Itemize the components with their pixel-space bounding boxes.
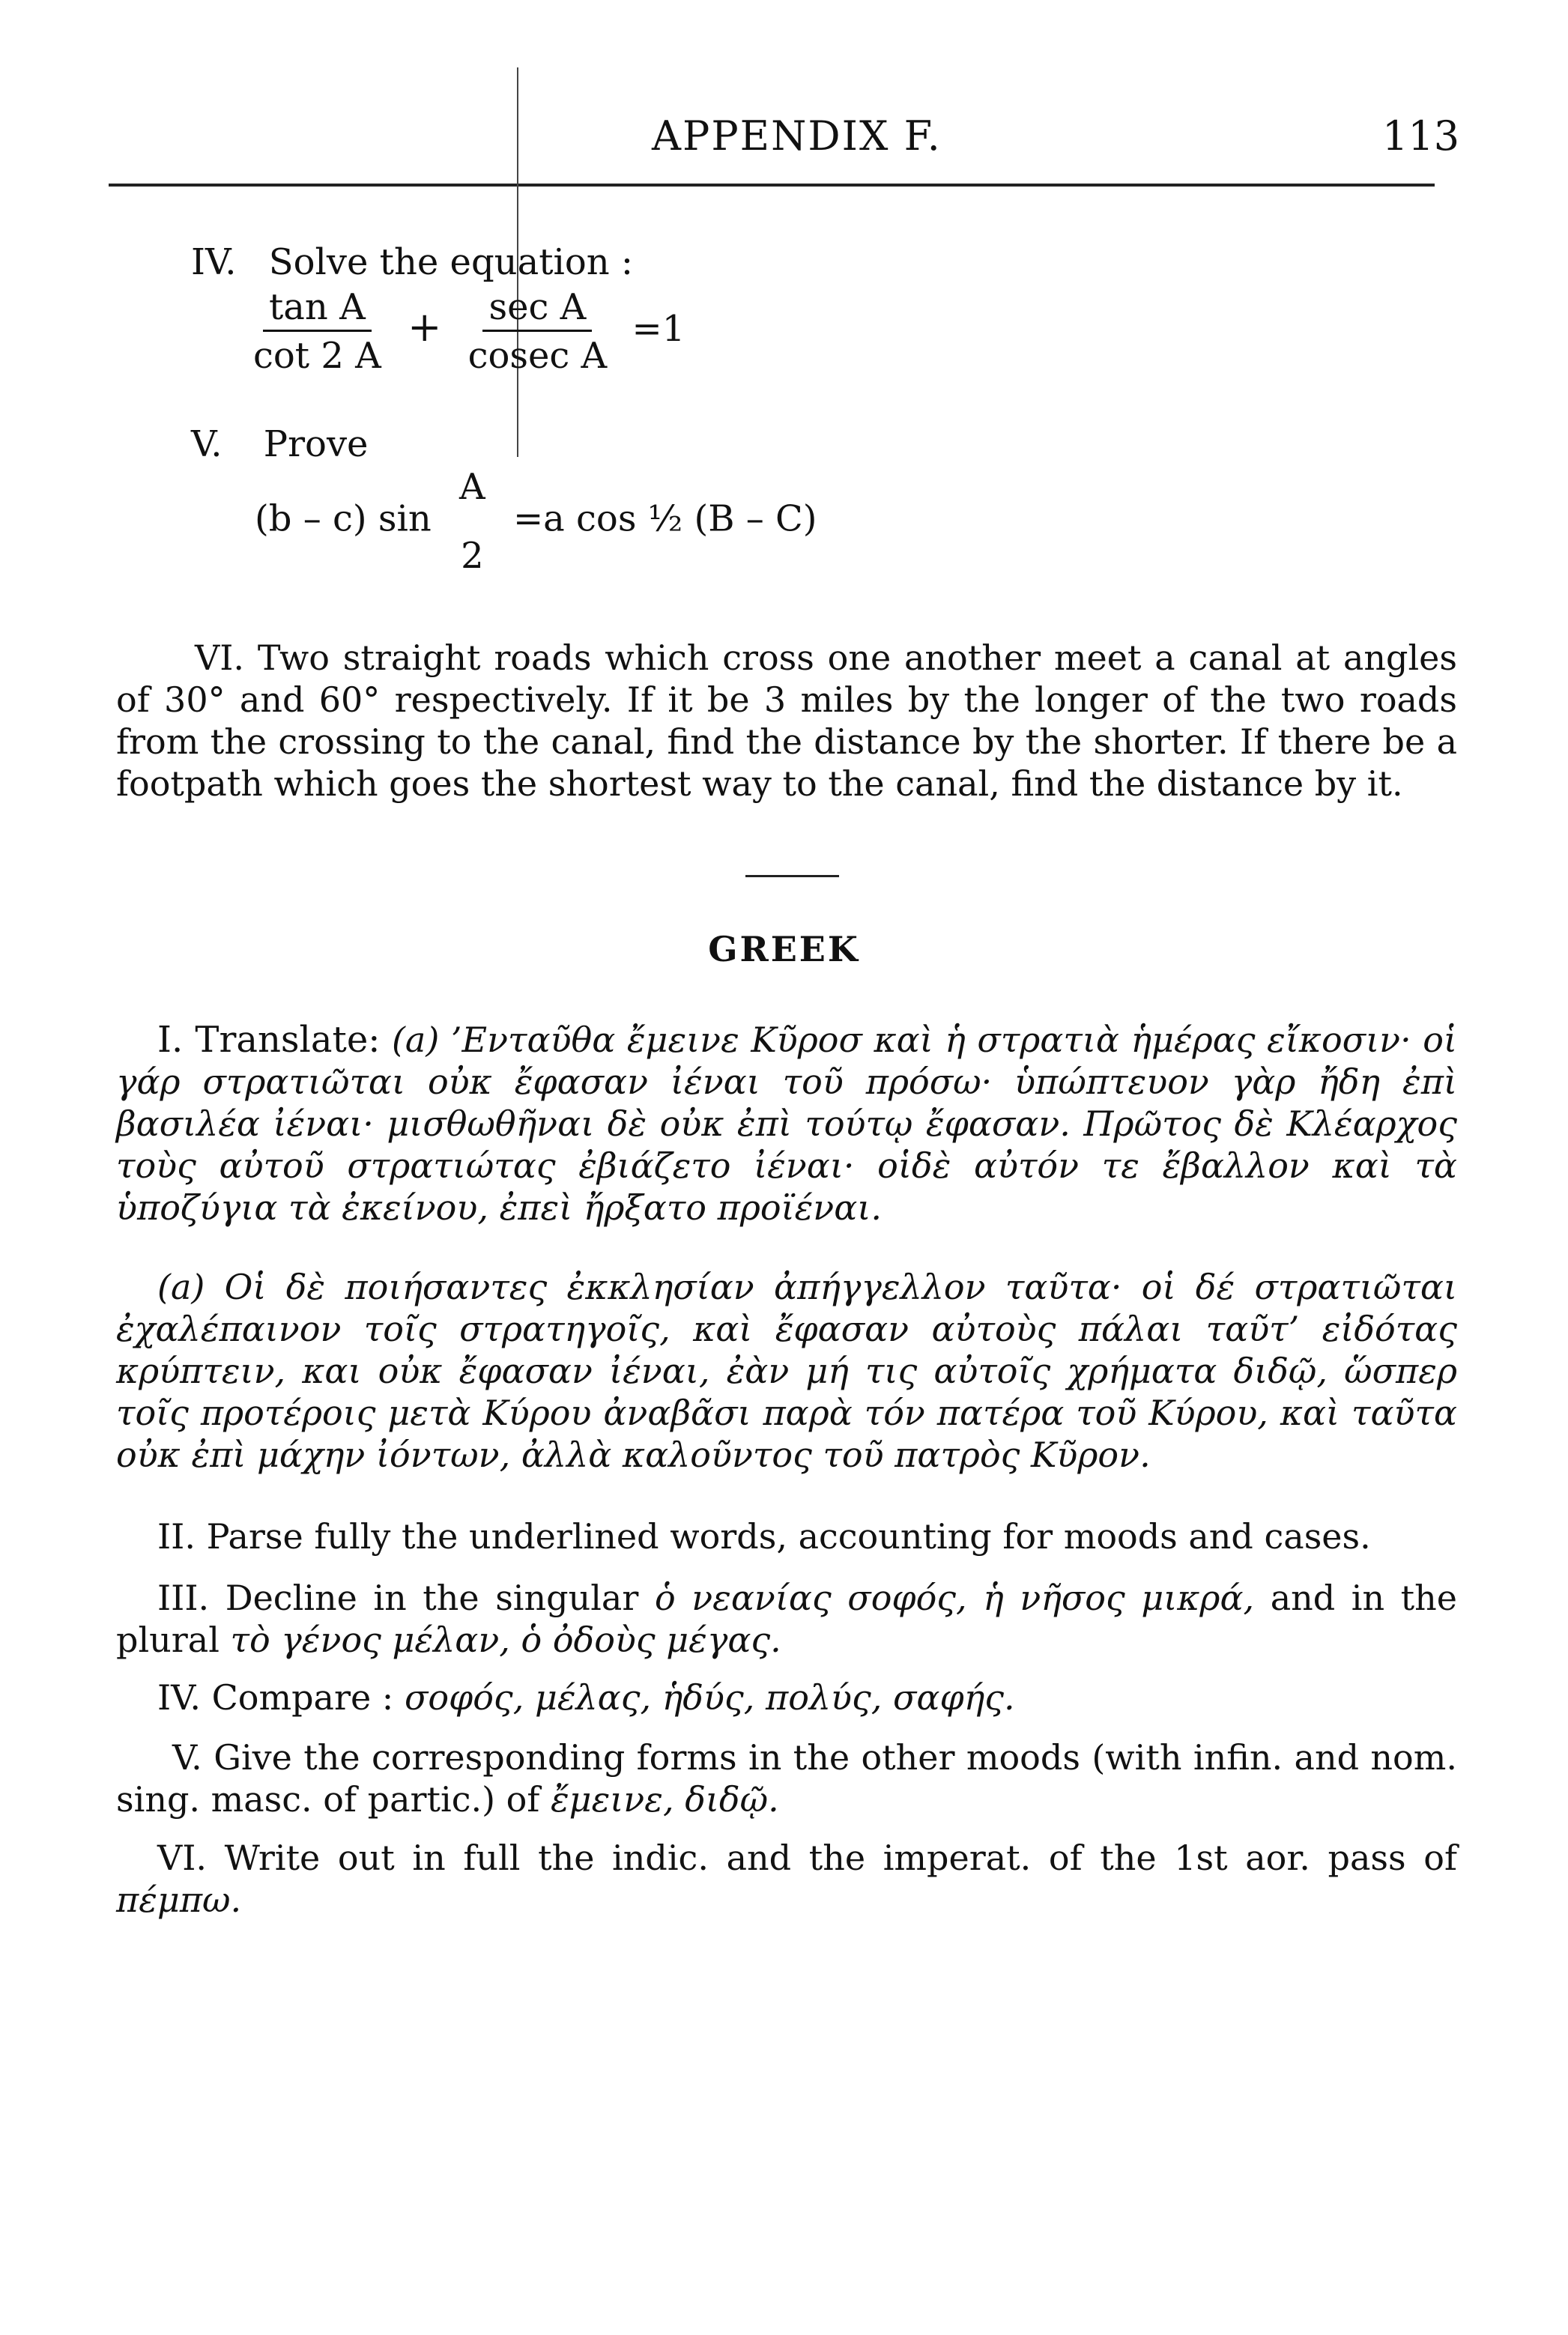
question-5-label: V. — [191, 423, 223, 465]
header-rule — [109, 184, 1435, 187]
greek-paragraph-2-marker: (a) — [157, 1267, 205, 1307]
greek-question-5-text: V. Give the corresponding forms in the other moods (with infin. and nom. sing. masc. of partic.) of — [116, 1737, 1457, 1820]
equation-rhs: =a cos ½ (B – C) — [512, 497, 817, 540]
greek-question-5-words: ἔμεινε, διδῷ. — [551, 1779, 779, 1820]
greek-paragraph-1-marker: (a) — [391, 1020, 440, 1060]
section-divider — [745, 875, 839, 877]
greek-question-5 — [116, 1736, 1457, 1820]
fraction-tan — [247, 286, 387, 377]
fraction-denominator: cot 2 A — [253, 335, 381, 377]
greek-question-4-text: IV. Compare : — [157, 1677, 394, 1718]
greek-question-4 — [116, 1677, 1457, 1718]
fraction-numerator: A — [459, 466, 485, 508]
greek-question-6-word: πέμπω. — [116, 1880, 242, 1920]
question-5-line — [191, 423, 368, 465]
greek-question-6 — [116, 1837, 1457, 1921]
greek-question-3-words-2: τὸ γένος μέλαν, ὁ ὀδοὺς μέγας. — [230, 1620, 781, 1660]
greek-question-6-text: VI. Write out in full the indic. and the imperat. of the 1st aor. pass of — [157, 1838, 1457, 1878]
equation-5 — [255, 466, 817, 577]
greek-passage-2: Οἱ δὲ ποιήσαντες ἐκκλησίαν ἀπήγγελλον ταῦτα· οἱ δέ στρατιῶται ἐχαλέπαινον τοῖς στρατηγοῖς, καὶ ἔφασαν αὐτοὺς πάλαι ταῦτ’ εἰδότας κρύπτειν, και οὐκ ἔφασαν ἰέναι, ἐὰν μή τις αὐτοῖς χρήματα διδῷ, ὥσπερ τοῖς προτέροις μετὰ Κύρου ἀναβᾶσι παρὰ τόν πατέρα τοῦ Κύρου, καὶ ταῦτα οὐκ ἐπὶ μάχην ἰόντων, ἀλλὰ καλοῦντος τοῦ πατρὸς Κῦρον. — [116, 1267, 1457, 1475]
equation-rhs: =1 — [632, 308, 685, 350]
greek-passage-1: ’Ενταῦθα ἔμεινε Κῦροσ καὶ ἡ στρατιὰ ἡμέρας εἴκοσιν· οἱ γάρ στρατιῶται οὐκ ἔφασαν ἰέναι τοῦ πρόσω· ὑπώπτευον γὰρ ἤδη ἐπὶ βασιλέα ἰέναι· μισθωθῆναι δὲ οὐκ ἐπὶ τούτῳ ἔφασαν. Πρῶτος δὲ Κλέαρχος τοὺς αὐτοῦ στρατιώτας ἐβιάζετο ἰέναι· οἱδὲ αὐτόν τε ἔβαλλον καὶ τὰ ὑποζύγια τὰ ἐκείνου, ἐπεὶ ἤρξατο προϊέναι. — [116, 1020, 1457, 1228]
section-title-greek: GREEK — [708, 929, 860, 969]
greek-question-4-words: σοφός, μέλας, ἡδύς, πολύς, σαφής. — [404, 1677, 1015, 1718]
greek-question-1-label: I. Translate: — [157, 1019, 381, 1061]
question-6-text: VI. Two straight roads which cross one another meet a canal at angles of 30° and 60° respectively. If it be 3 miles by the longer of the two roads from the crossing to the canal, find the distance by the shorter. If there be a footpath which goes the shortest way to the canal, find the distance by it. — [116, 637, 1457, 804]
greek-question-3 — [116, 1577, 1457, 1661]
fraction-denominator: 2 — [461, 535, 484, 577]
running-header: APPENDIX F. — [652, 112, 942, 160]
greek-question-3-mid: and in the plural — [116, 1578, 1458, 1660]
question-4-instruction: Solve the equation : — [268, 241, 634, 283]
plus-sign: + — [408, 303, 442, 351]
page-number: 113 — [1382, 112, 1460, 160]
fraction-numerator: tan A — [263, 286, 372, 332]
greek-question-1-para-1 — [116, 1019, 1457, 1229]
question-5-instruction: Prove — [263, 423, 369, 465]
question-4-label: IV. — [191, 241, 237, 283]
equation-4 — [247, 286, 685, 377]
fraction-sec — [462, 286, 614, 377]
equation-lhs: (b – c) sin — [255, 497, 432, 540]
greek-question-3-text: III. Decline in the singular — [157, 1578, 639, 1618]
fraction-half-angle — [453, 466, 491, 577]
greek-question-3-words-1: ὁ νεανίας σοφός, ἡ νῆσος μικρά, — [654, 1578, 1255, 1618]
fraction-numerator: sec A — [482, 286, 592, 332]
greek-question-1-para-2 — [116, 1266, 1457, 1476]
fraction-denominator: cosec A — [467, 335, 608, 377]
greek-question-2: II. Parse fully the underlined words, accounting for moods and cases. — [157, 1516, 1371, 1557]
question-4-line — [191, 241, 633, 283]
